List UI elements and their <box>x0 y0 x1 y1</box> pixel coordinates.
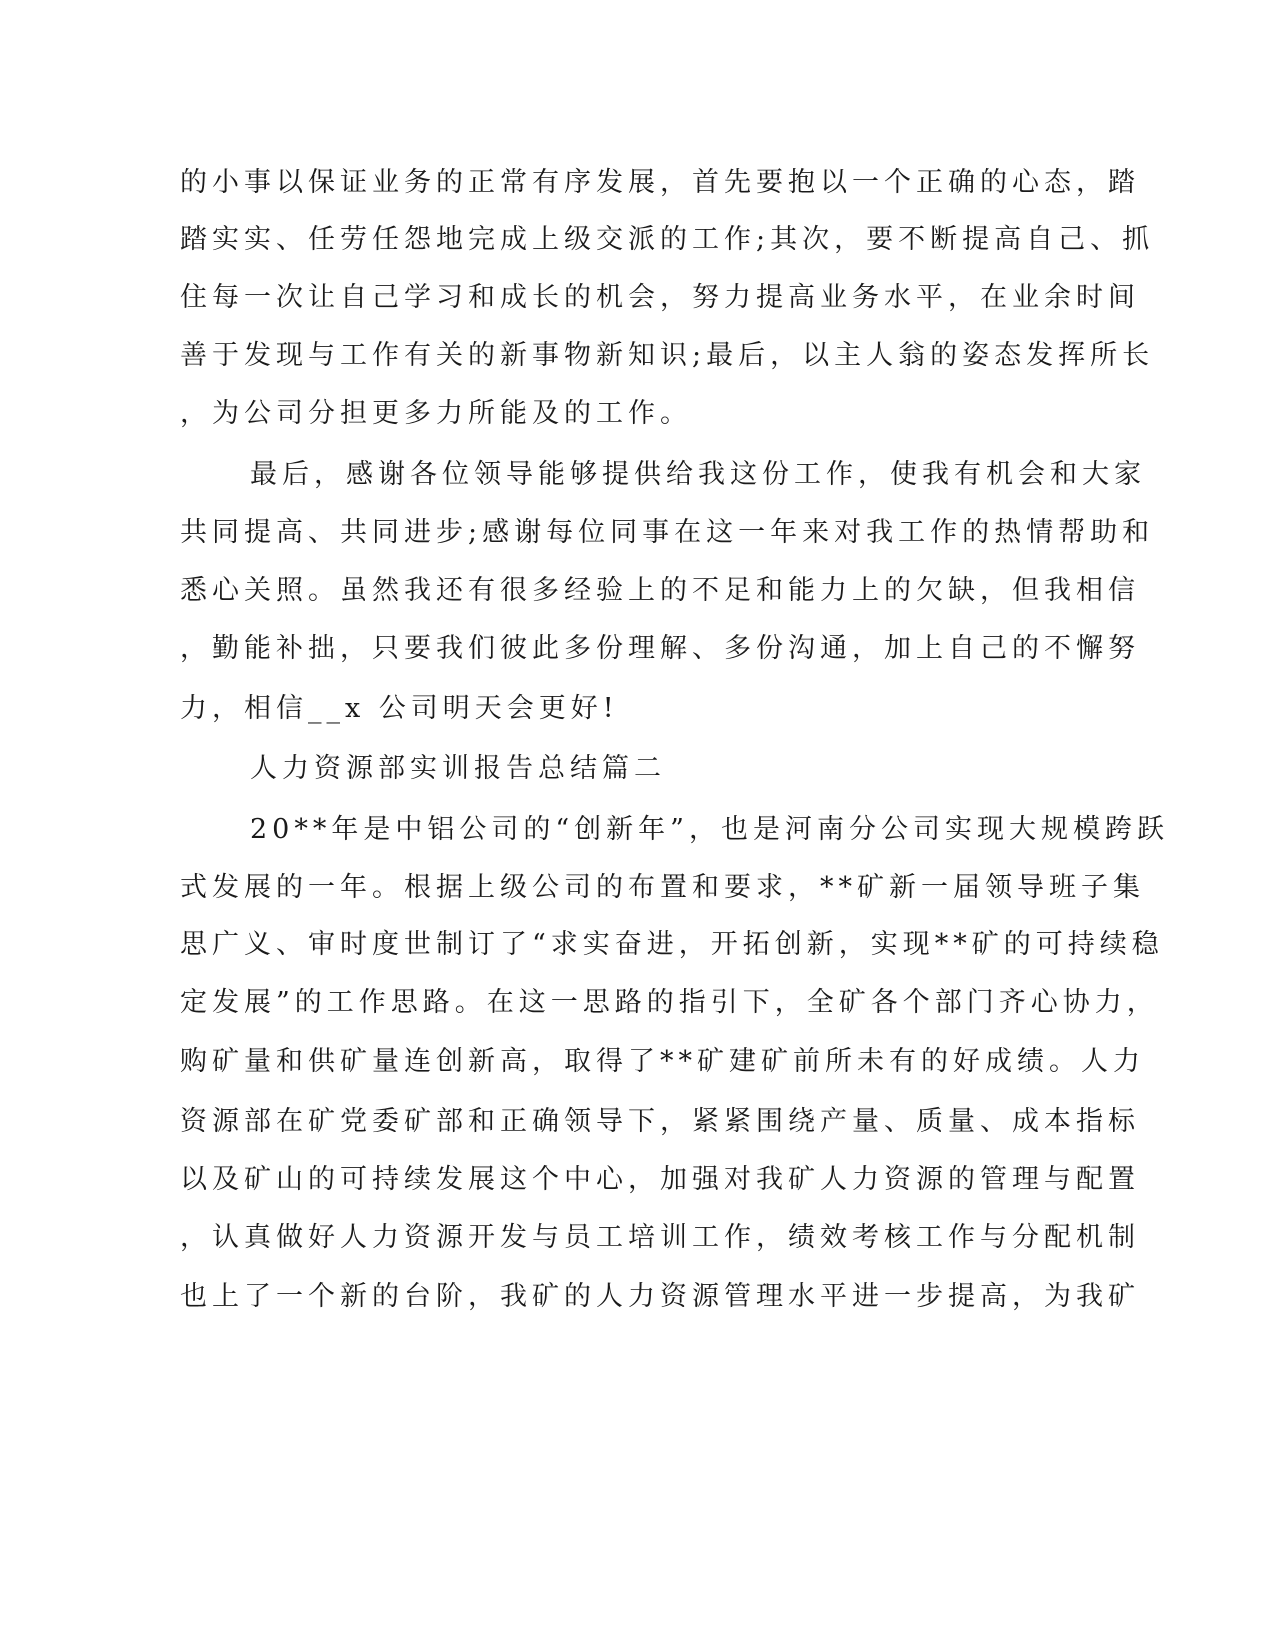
text-line: 定发展”的工作思路。在这一思路的指引下，全矿各个部门齐心协力， <box>180 987 1159 1018</box>
text-line: 力，相信__x 公司明天会更好! <box>180 693 619 724</box>
text-line: 善于发现与工作有关的新事物新知识;最后，以主人翁的姿态发挥所长 <box>180 340 1155 371</box>
paragraph-start-line: 20**年是中铝公司的“创新年”，也是河南分公司实现大规模跨跃 <box>250 814 1169 845</box>
text-line: ，认真做好人力资源开发与员工培训工作，绩效考核工作与分配机制 <box>180 1222 1140 1253</box>
text-line: 也上了一个新的台阶，我矿的人力资源管理水平进一步提高，为我矿 <box>180 1281 1140 1312</box>
section-heading: 人力资源部实训报告总结篇二 <box>250 753 666 784</box>
text-line: 以及矿山的可持续发展这个中心，加强对我矿人力资源的管理与配置 <box>180 1164 1140 1195</box>
text-line: 思广义、审时度世制订了“求实奋进，开拓创新，实现**矿的可持续稳 <box>180 929 1164 960</box>
text-line: 踏实实、任劳任怨地完成上级交派的工作;其次，要不断提高自己、抓 <box>180 224 1155 255</box>
text-line: 住每一次让自己学习和成长的机会，努力提高业务水平，在业余时间 <box>180 282 1140 313</box>
text-line: ，为公司分担更多力所能及的工作。 <box>180 398 692 429</box>
text-line: 式发展的一年。根据上级公司的布置和要求，**矿新一届领导班子集 <box>180 872 1145 903</box>
text-line: 悉心关照。虽然我还有很多经验上的不足和能力上的欠缺，但我相信 <box>180 575 1140 606</box>
text-line: 购矿量和供矿量连创新高，取得了**矿建矿前所未有的好成绩。人力 <box>180 1046 1145 1077</box>
text-line: 的小事以保证业务的正常有序发展，首先要抱以一个正确的心态，踏 <box>180 167 1140 198</box>
text-line: ，勤能补拙，只要我们彼此多份理解、多份沟通，加上自己的不懈努 <box>180 633 1140 664</box>
text-line: 共同提高、共同进步;感谢每位同事在这一年来对我工作的热情帮助和 <box>180 517 1155 548</box>
paragraph-start-line: 最后，感谢各位领导能够提供给我这份工作，使我有机会和大家 <box>250 459 1146 490</box>
text-line: 资源部在矿党委矿部和正确领导下，紧紧围绕产量、质量、成本指标 <box>180 1106 1140 1137</box>
